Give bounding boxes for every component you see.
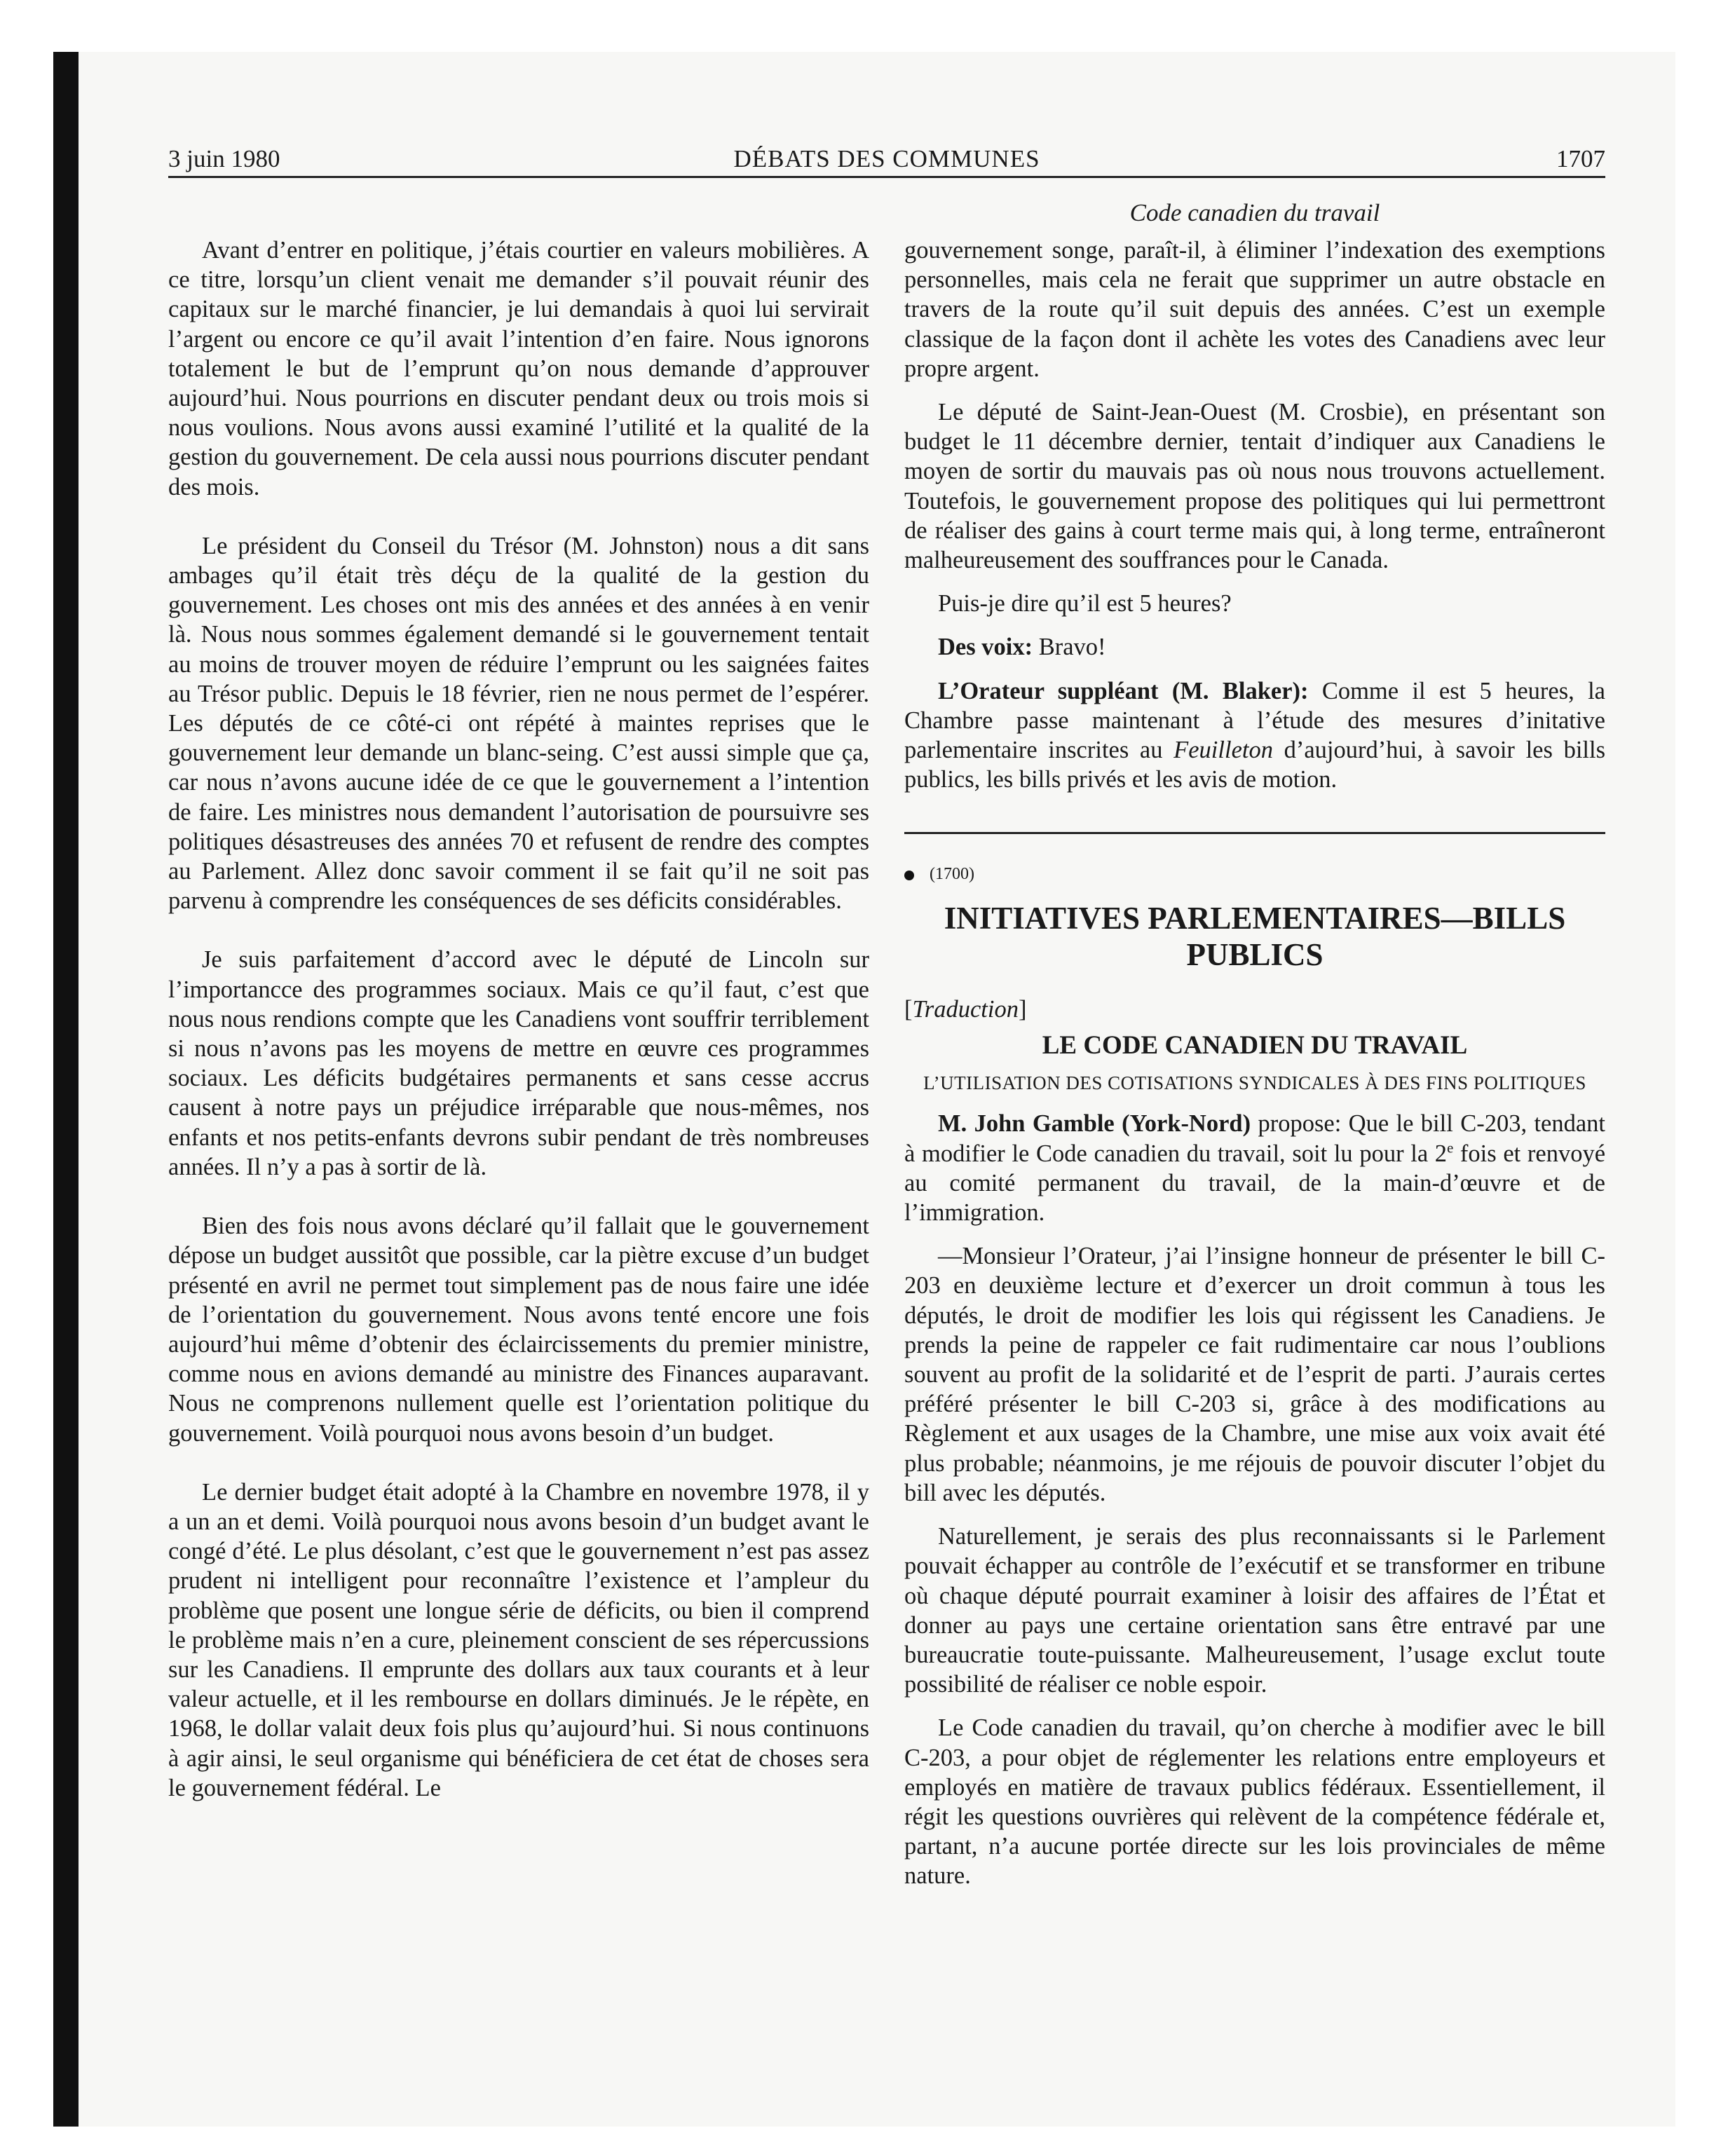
- speaker-name: L’Orateur suppléant (M. Blaker):: [938, 677, 1309, 704]
- section-divider: [904, 832, 1605, 834]
- paragraph: Avant d’entrer en politique, j’étais courtier en valeurs mobilières. A ce titre, lorsqu’un client venait me demander s’il pouvait réunir des capitaux sur le marché financier, je lui demandais à quoi lui servirait l’argent ou encore ce qu’il avait l’intention d’en faire. Nous ignorons totalement le but de l’emprunt qu’on nous demande d’approuver aujourd’hui. Nous pourrions en discuter pendant deux ou trois mois si nous voulions. Nous avons aussi examiné l’utilité et la qualité de la gestion du gouvernement. De cela aussi nous pourrions discuter pendant des mois.: [168, 237, 869, 500]
- paragraph: Le dernier budget était adopté à la Chambre en novembre 1978, il y a un an et demi. Voilà pourquoi nous avons besoin d’un budget avant le congé d’été. Le plus désolant, c’est que le gouvernement n’est pas assez prudent ni intelligent pour reconnaître l’existence et l’ampleur du problème que posent une longue série de déficits, ou bien il comprend le problème mais n’en a cure, pleinement conscient de ses répercussions sur les Canadiens. Il emprunte des dollars aux taux courants et à leur valeur actuelle, et il les rembourse en dollars diminués. Je le répète, en 1968, le dollar valait deux fois plus qu’aujourd’hui. Si nous continuons à agir ainsi, le seul organisme qui bénéficiera de cet état de choses sera le gouvernement fédéral. Le: [168, 1478, 869, 1801]
- speaker-name: M. John Gamble (York-Nord): [938, 1110, 1251, 1138]
- speech-text: Bravo!: [1033, 634, 1106, 661]
- paragraph: Le député de Saint-Jean-Ouest (M. Crosbie), en présentant son budget le 11 décembre dernier, tentait d’indiquer aux Canadiens le moyen de sortir du mauvais pas où nous nous trouvons actuellement. Toutefois, le gouvernement propose des politiques qui lui permettront de réaliser des gains à court terme mais qui, à long terme, entraîneront malheureusement des souffrances pour le Canada.: [904, 399, 1605, 574]
- header-title: DÉBATS DES COMMUNES: [733, 145, 1040, 172]
- subsection-title: LE CODE CANADIEN DU TRAVAIL: [1042, 1031, 1468, 1060]
- section-title: INITIATIVES PARLEMENTAIRES—BILLS PUBLICS: [944, 901, 1566, 973]
- header-date: 3 juin 1980: [168, 145, 280, 172]
- paragraph: Bien des fois nous avons déclaré qu’il fallait que le gouvernement dépose un budget aussitôt que possible, car la piètre excuse d’un budget présenté en avril ne permet tout simplement pas de nous faire une idée de l’orientation du gouvernement. Nous avons tenté encore une fois aujourd’hui même d’obtenir des éclaircissements du premier ministre, comme nous en avions demandé au ministre des Finances auparavant. Nous ne comprenons nullement quelle est l’orientation politique du gouvernement. Voilà pourquoi nous avons besoin d’un budget.: [168, 1213, 869, 1447]
- paragraph: Le Code canadien du travail, qu’on cherche à modifier avec le bill C-203, a pour objet de réglementer les relations entre employeurs et employés en matière de travaux publics fédéraux. Essentiellement, il régit les questions ouvrières qui relèvent de la compétence fédérale et, partant, n’a aucune portée directe sur les lois provinciales de même nature.: [904, 1714, 1605, 1890]
- ordinal-suffix: e: [1447, 1140, 1454, 1157]
- time-marker-text: (1700): [930, 865, 974, 884]
- right-column: [904, 236, 1605, 1905]
- speech-text: d’aujourd’hui, à savoir les bills publics, les bills privés et les avis de motion.: [904, 737, 1605, 793]
- speech-text: fois et renvoyé au comité permanent du travail, de la main-d’œuvre et de l’immigration.: [904, 1140, 1606, 1227]
- speech-text: propose: Que le bill C-203, tendant à modifier le Code canadien du travail, soit lu pour la 2: [904, 1110, 1605, 1167]
- subsubsection-title: L’UTILISATION DES COTISATIONS SYNDICALES À DES FINS POLITIQUES: [923, 1072, 1586, 1094]
- paragraph: Puis-je dire qu’il est 5 heures?: [938, 590, 1232, 618]
- translation-tag: [Traduction]: [904, 996, 1027, 1023]
- motion-paragraph: [904, 1109, 1605, 1227]
- running-subject: Code canadien du travail: [1129, 199, 1380, 226]
- interjection: [904, 632, 1605, 662]
- translation-tag-text: Traduction: [912, 996, 1019, 1023]
- page-number: 1707: [1556, 145, 1605, 172]
- italic-term: Feuilleton: [1173, 737, 1273, 764]
- speaker-name: Des voix:: [938, 634, 1033, 661]
- continued-paragraph: gouvernement songe, paraît-il, à éliminer l’indexation des exemptions personnelles, mais cela ne ferait que supprimer un autre obstacle en travers de la route qu’il suit depuis des années. C’est un exemple classique de la façon dont il achète les votes des Canadiens avec leur propre argent.: [904, 237, 1605, 382]
- left-column: [168, 236, 869, 1832]
- paragraph: —Monsieur l’Orateur, j’ai l’insigne honneur de présenter le bill C-203 en deuxième lecture et d’exercer un droit commun à tous les députés, le droit de modifier les lois qui régissent les Canadiens. Je prends la peine de rappeler ce fait rudimentaire car nous l’oublions souvent au profit de la solidarité et de l’esprit de parti. J’aurais certes préféré présenter le bill C-203 si, grâce à des modifications au Règlement et aux usages de la Chambre, une mise aux voix avait été plus probable; néanmoins, je me réjouis de pouvoir discuter l’objet du bill avec les députés.: [904, 1243, 1605, 1506]
- binding-edge: [53, 52, 79, 2127]
- paragraph: Naturellement, je serais des plus reconnaissants si le Parlement pouvait échapper au contrôle de l’exécutif et se transformer en tribune où chaque député pourrait examiner à loisir des affaires de l’État et donner au pays une certaine orientation sans être entravé par une bureaucratie toute-puissante. Malheureusement, l’usage exclut toute possibilité de réaliser ce noble espoir.: [904, 1523, 1605, 1698]
- paragraph: Je suis parfaitement d’accord avec le député de Lincoln sur l’importancce des programmes sociaux. Mais ce qu’il faut, c’est que nous nous rendions compte que les Canadiens vont souffrir terriblement si nous n’avons pas les moyens de mettre en œuvre ces programmes sociaux. Les déficits budgétaires permanents et sans cesse accrus causent à notre pays un préjudice irréparable que nous-mêmes, nos enfants et nos petits-enfants devrons subir pendant de très nombreuses années. Il n’y a pas à sortir de là.: [168, 946, 869, 1180]
- running-header: [168, 142, 1605, 178]
- time-marker: [904, 862, 1605, 886]
- speaker-statement: [904, 676, 1605, 795]
- paragraph: Le président du Conseil du Trésor (M. Johnston) nous a dit sans ambages qu’il était très déçu de la qualité de la gestion du gouvernement. Les choses ont mis des années et des années à en venir là. Nous nous sommes également demandé si le gouvernement tentait au moins de trouver moyen de réduire l’emprunt ou les saignées faites au Trésor public. Depuis le 18 février, rien ne nous permet de l’espérer. Les députés de ce côté-ci ont répété à maintes reprises que le gouvernement leur demande un blanc-seing. C’est aussi simple que ça, car nous n’avons aucune idée de ce que le gouvernement a l’intention de faire. Les ministres nous demandent l’autorisation de poursuivre ses politiques désastreuses des années 70 et refusent de rendre des comptes au Parlement. Allez donc savoir comment il se fait qu’il ne soit pas parvenu à comprendre les conséquences de ses déficits considérables.: [168, 532, 869, 915]
- bullet-icon: [904, 871, 914, 880]
- speech-text: Comme il est 5 heures, la Chambre passe maintenant à l’étude des mesures d’initative parlementaire inscrites au: [904, 677, 1605, 764]
